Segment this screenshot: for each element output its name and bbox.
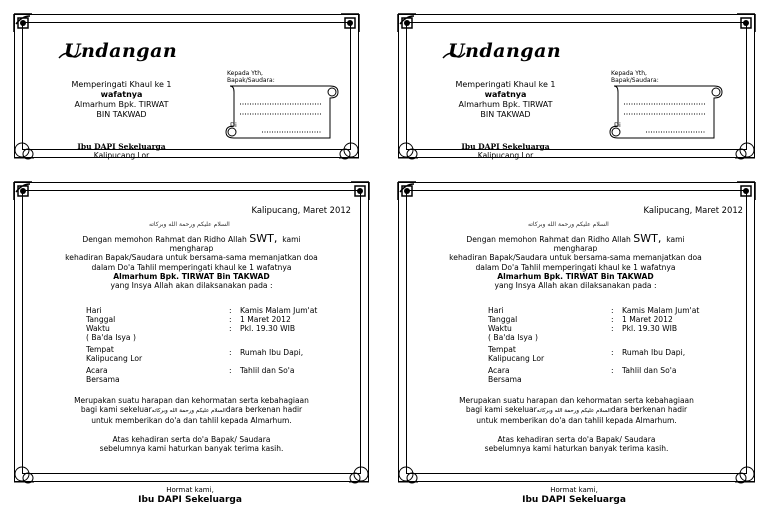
- recipient-line: Bapak/Saudara:: [611, 77, 659, 84]
- detail-label: Kalipucang Lor: [488, 354, 545, 363]
- corner-ornament-icon: [12, 180, 42, 210]
- opening-line: yang Insya Allah akan dilaksanakan pada :: [494, 281, 657, 291]
- di-label: Di: [230, 121, 237, 129]
- closing-paragraph: [418, 396, 735, 426]
- detail-colon: :: [229, 366, 232, 375]
- cover-signature: [34, 142, 209, 160]
- deceased-name: Almarhum Bpk. TIRWAT Bin TAKWAD: [497, 271, 654, 281]
- detail-colon: :: [229, 315, 232, 324]
- detail-value: Pkl. 19.30 WIB: [622, 324, 678, 333]
- signature-name: Ibu DAPI Sekeluarga: [522, 495, 626, 505]
- closing-line: bagi kami sekeluar: [80, 405, 152, 415]
- detail-value: Pkl. 19.30 WIB: [240, 324, 296, 333]
- detail-colon: :: [611, 324, 614, 333]
- opening-line: kehadiran Bapak/Saudara untuk bersama-sama memanjatkan doa: [65, 253, 318, 263]
- cover-line: Memperingati Khaul ke 1: [71, 80, 172, 89]
- opening-line: mengharap: [553, 244, 598, 254]
- detail-label: Tempat: [488, 345, 516, 354]
- closing-line: Merupakan suatu harapan dan kehormatan serta kebahagiaan: [459, 396, 694, 405]
- detail-label: Bersama: [488, 375, 522, 384]
- detail-label: Waktu: [488, 324, 512, 333]
- opening-line: mengharap: [169, 244, 214, 254]
- address-scroll-icon: [606, 82, 726, 144]
- corner-ornament-icon: [12, 454, 42, 484]
- cover-line: Memperingati Khaul ke 1: [455, 80, 556, 89]
- detail-value: Rumah Ibu Dapi,: [622, 348, 686, 357]
- address-scroll-icon: [222, 82, 342, 144]
- swt-text: SWT,: [249, 232, 278, 245]
- opening-line: Dengan memohon Rahmat dan Ridho Allah: [82, 235, 247, 244]
- detail-label: Acara: [488, 366, 510, 375]
- thanks-line: sebelumnya kami haturkan banyak terima kasih.: [484, 444, 669, 454]
- detail-value: Kamis Malam Jum'at: [240, 306, 318, 315]
- thanks-line: sebelumnya kami haturkan banyak terima kasih.: [99, 444, 284, 454]
- thanks-paragraph: [34, 435, 349, 453]
- detail-colon: :: [611, 315, 614, 324]
- card-inner-border: [406, 190, 747, 474]
- cover-text: [418, 80, 593, 120]
- closing-line: dara berkenan hadir: [610, 405, 688, 415]
- opening-paragraph: [418, 234, 733, 290]
- corner-ornament-icon: [396, 12, 426, 42]
- recipient-line: Bapak/Saudara:: [227, 77, 275, 84]
- detail-label: Waktu: [86, 324, 110, 333]
- salam-greeting: السلام عليكم ورحمة الله وبركاته: [528, 221, 609, 228]
- recipient-line: Kepada Yth,: [227, 70, 263, 77]
- place-date: Kalipucang, Maret 2012: [643, 205, 743, 215]
- inside-card-left: [14, 182, 369, 482]
- cover-line: wafatnya: [100, 90, 143, 99]
- card-inner-border: [22, 190, 361, 474]
- detail-value: 1 Maret 2012: [240, 315, 291, 324]
- recipient-line: Kepada Yth,: [611, 70, 647, 77]
- swt-text: SWT,: [633, 232, 662, 245]
- detail-label: Tempat: [86, 345, 114, 354]
- salam-inline: السلام عليكم ورحمة الله وبركاته: [536, 408, 611, 415]
- opening-line: kami: [282, 235, 301, 244]
- corner-ornament-icon: [396, 180, 426, 210]
- opening-line: dalam Do'a Tahlil memperingati khaul ke 1 wafatnya: [475, 262, 676, 272]
- detail-value: 1 Maret 2012: [622, 315, 673, 324]
- opening-paragraph: [34, 234, 349, 290]
- opening-line: yang Insya Allah akan dilaksanakan pada :: [110, 281, 273, 291]
- detail-label: Acara: [86, 366, 108, 375]
- salam-inline: السلام عليكم ورحمة الله وبركاته: [151, 408, 226, 415]
- cover-text: [34, 80, 209, 120]
- opening-line: Dengan memohon Rahmat dan Ridho Allah: [466, 235, 631, 244]
- closing-salutation: Hormat kami,: [166, 486, 214, 494]
- opening-line: kami: [666, 235, 685, 244]
- opening-line: dalam Do'a Tahlil memperingati khaul ke 1 wafatnya: [91, 262, 292, 272]
- invitation-title: Undangan: [64, 40, 178, 62]
- detail-colon: :: [611, 306, 614, 315]
- detail-colon: :: [229, 348, 232, 357]
- corner-ornament-icon: [12, 12, 42, 42]
- detail-value: Kamis Malam Jum'at: [622, 306, 700, 315]
- corner-ornament-icon: [727, 12, 757, 42]
- invitation-title: Undangan: [448, 40, 562, 62]
- closing-line: dara berkenan hadir: [225, 405, 303, 415]
- thanks-paragraph: [418, 435, 735, 453]
- detail-value: Rumah Ibu Dapi,: [240, 348, 304, 357]
- thanks-line: Atas kehadiran serta do'a Bapak/ Saudara: [112, 435, 271, 444]
- corner-ornament-icon: [727, 454, 757, 484]
- detail-label: Tanggal: [488, 315, 518, 324]
- detail-label: Hari: [86, 306, 102, 315]
- corner-ornament-icon: [727, 130, 757, 160]
- corner-ornament-icon: [396, 454, 426, 484]
- closing-salutation: Hormat kami,: [550, 486, 598, 494]
- detail-colon: :: [611, 366, 614, 375]
- corner-ornament-icon: [331, 12, 361, 42]
- detail-colon: :: [229, 306, 232, 315]
- host-name: Ibu DAPI Sekeluarga: [461, 142, 550, 151]
- di-label: Di: [614, 121, 621, 129]
- closing-line: bagi kami sekeluar: [465, 405, 537, 415]
- detail-label: Bersama: [86, 375, 120, 384]
- closing-line: Merupakan suatu harapan dan kehormatan serta kebahagiaan: [74, 396, 309, 405]
- host-address: Kalipucang Lor: [93, 151, 150, 160]
- detail-label: ( Ba'da Isya ): [86, 333, 136, 342]
- detail-colon: :: [611, 348, 614, 357]
- closing-line: untuk memberikan do'a dan tahlil kepada Almarhum.: [91, 416, 292, 426]
- closing-line: untuk memberikan do'a dan tahlil kepada Almarhum.: [476, 416, 677, 426]
- detail-value: Tahlil dan So'a: [622, 366, 677, 375]
- cover-signature: [418, 142, 593, 160]
- host-name: Ibu DAPI Sekeluarga: [77, 142, 166, 151]
- cover-card-right: [398, 14, 755, 158]
- corner-ornament-icon: [341, 454, 371, 484]
- detail-label: Tanggal: [86, 315, 116, 324]
- detail-value: Tahlil dan So'a: [240, 366, 295, 375]
- place-date: Kalipucang, Maret 2012: [251, 205, 351, 215]
- cover-line: Almarhum Bpk. TIRWAT: [74, 100, 169, 109]
- detail-label: Kalipucang Lor: [86, 354, 143, 363]
- detail-label: ( Ba'da Isya ): [488, 333, 538, 342]
- cover-card-left: [14, 14, 359, 158]
- signature-name: Ibu DAPI Sekeluarga: [138, 495, 242, 505]
- host-address: Kalipucang Lor: [477, 151, 534, 160]
- thanks-line: Atas kehadiran serta do'a Bapak/ Saudara: [497, 435, 656, 444]
- opening-line: kehadiran Bapak/Saudara untuk bersama-sama memanjatkan doa: [449, 253, 702, 263]
- cover-line: Almarhum Bpk. TIRWAT: [458, 100, 553, 109]
- inside-card-right: [398, 182, 755, 482]
- cover-line: BIN TAKWAD: [480, 110, 531, 119]
- detail-colon: :: [229, 324, 232, 333]
- deceased-name: Almarhum Bpk. TIRWAT Bin TAKWAD: [113, 271, 270, 281]
- cover-line: wafatnya: [484, 90, 527, 99]
- cover-line: BIN TAKWAD: [96, 110, 147, 119]
- signature-left: [100, 485, 280, 505]
- closing-paragraph: [34, 396, 349, 426]
- signature-right: [484, 485, 664, 505]
- salam-greeting: السلام عليكم ورحمة الله وبركاته: [149, 221, 230, 228]
- detail-label: Hari: [488, 306, 504, 315]
